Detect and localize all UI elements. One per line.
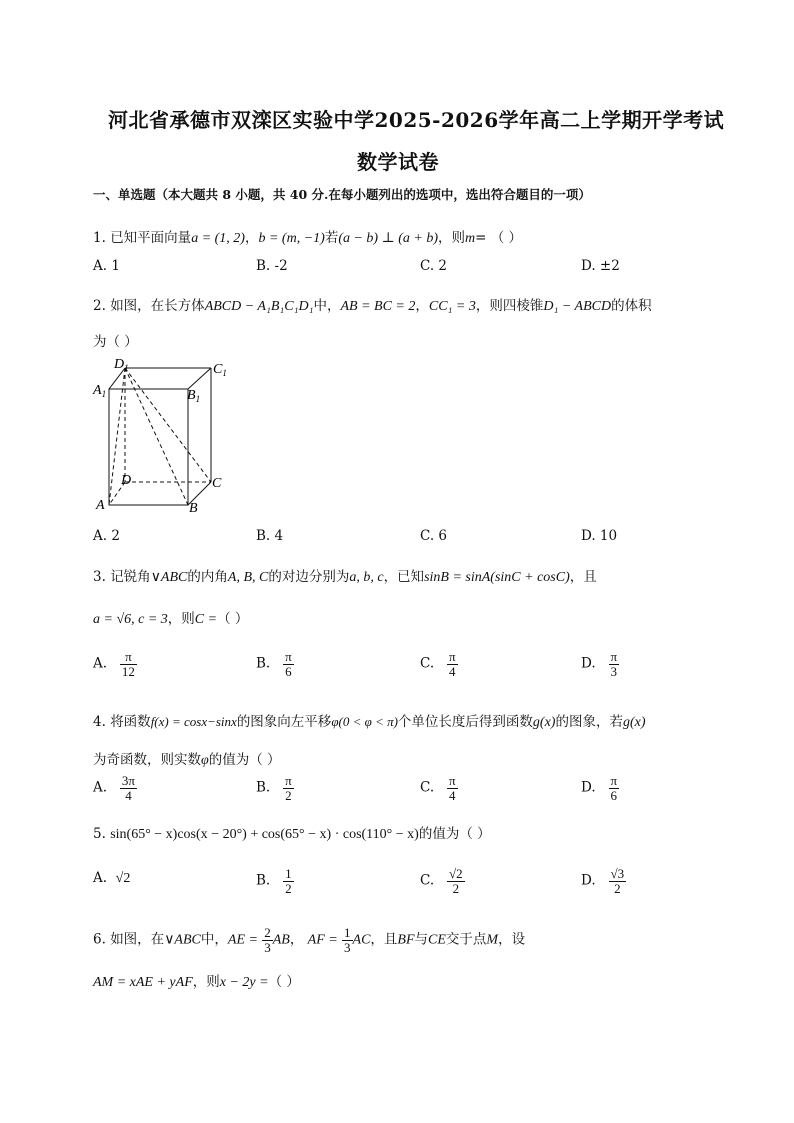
question-6: 6. 如图，在∨ABC中，AE = $\frac{2}{3}$ AB， AF = $\frac{1}{3}$ AC，且BF与CE交于点M，设 [93, 925, 526, 955]
q5-option-b: B. $\frac{1}{2}$ [256, 866, 292, 896]
q3-option-c: C. $\frac{\pi}{4}$ [420, 649, 456, 679]
question-number: 3. [93, 569, 106, 585]
vector-equation: AM = xAE + yAF [93, 975, 193, 990]
q1-option-b: B. -2 [256, 258, 288, 274]
exam-subtitle: 数学试卷 [357, 150, 439, 174]
label-b1: $B_1$ [187, 388, 201, 404]
q3-option-d: D. $\frac{\pi}{3}$ [581, 649, 618, 679]
section-header: 一、单选题（本大题共 8 小题，共 40 分.在每小题列出的选项中，选出符合题目的一项） [93, 187, 591, 202]
q5-option-d: D. $\frac{√3}{2}$ [581, 866, 625, 896]
q2-option-c: C. 6 [420, 528, 448, 544]
q3-option-b: B. $\frac{\pi}{6}$ [256, 649, 292, 679]
q4-option-d: D. $\frac{\pi}{6}$ [581, 773, 618, 803]
question-number: 6. [93, 931, 106, 948]
q5-option-a: A. √2 [93, 870, 131, 886]
question-5: 5. sin(65° − x)cos(x − 20°) + cos(65° − x) · cos(110° − x)的值为（ ） [93, 826, 491, 842]
q4-option-a: A. $\frac{3\pi}{4}$ [93, 773, 135, 803]
label-c1: $C_1$ [213, 362, 227, 378]
q4-option-b: B. $\frac{\pi}{2}$ [256, 773, 292, 803]
trig-expression: sin(65° − x)cos(x − 20°) + cos(65° − x) · cos(110° − x) [110, 827, 419, 842]
question-4-line2: 为奇函数，则实数φ的值为（ ） [93, 752, 281, 768]
exam-title: 河北省承德市双滦区实验中学2025-2026学年高二上学期开学考试 [108, 108, 725, 132]
question-1: 1. 已知平面向量a = (1, 2)，b = (m, −1)若(a − b) ⊥ (a + b)，则m= （ ） [93, 230, 523, 246]
question-3-line2: a = √6, c = 3，则C =（ ） [93, 611, 249, 627]
label-c: C [212, 476, 222, 491]
cuboid-figure [88, 356, 238, 516]
q1-option-d: D. ±2 [581, 258, 620, 274]
q1-option-a: A. 1 [93, 258, 120, 274]
q2-option-a: A. 2 [93, 528, 120, 544]
vector-a: a = (1, 2) [191, 231, 245, 246]
q2-option-b: B. 4 [256, 528, 284, 544]
question-4: 4. 将函数f(x) = cosx−sinx的图象向左平移φ(0 < φ < π)个单位长度后得到函数g(x)的图象，若g(x) [93, 714, 646, 730]
vector-b: b = (m, −1) [258, 231, 325, 246]
question-2: 2. 如图，在长方体ABCD − A₁B₁C₁D₁中，AB = BC = 2，CC₁ = 3，则四棱锥D₁ − ABCD的体积 [93, 298, 652, 314]
question-number: 1. [93, 230, 106, 246]
question-number: 5. [93, 826, 106, 842]
question-number: 2. [93, 298, 106, 314]
q4-option-c: C. $\frac{\pi}{4}$ [420, 773, 456, 803]
label-b: B [189, 501, 198, 516]
question-3: 3. 记锐角∨ABC的内角A, B, C的对边分别为a, b, c，已知sinB = sinA(sinC + cosC)，且 [93, 569, 597, 585]
q2-option-d: D. 10 [581, 528, 618, 544]
q1-option-c: C. 2 [420, 258, 448, 274]
label-d1: $D_1$ [114, 357, 129, 373]
label-d: D [121, 473, 132, 488]
question-2-line2: 为（ ） [93, 334, 138, 350]
question-6-line2: AM = xAE + yAF，则x − 2y =（ ） [93, 974, 300, 990]
q3-option-a: A. $\frac{\pi}{12}$ [93, 649, 135, 679]
q5-option-c: C. $\frac{√2}{2}$ [420, 866, 463, 896]
perpendicular-condition: (a − b) ⊥ (a + b) [338, 231, 439, 246]
label-a1: $A_1$ [93, 383, 107, 399]
question-number: 4. [93, 714, 106, 730]
label-a: A [96, 498, 105, 513]
